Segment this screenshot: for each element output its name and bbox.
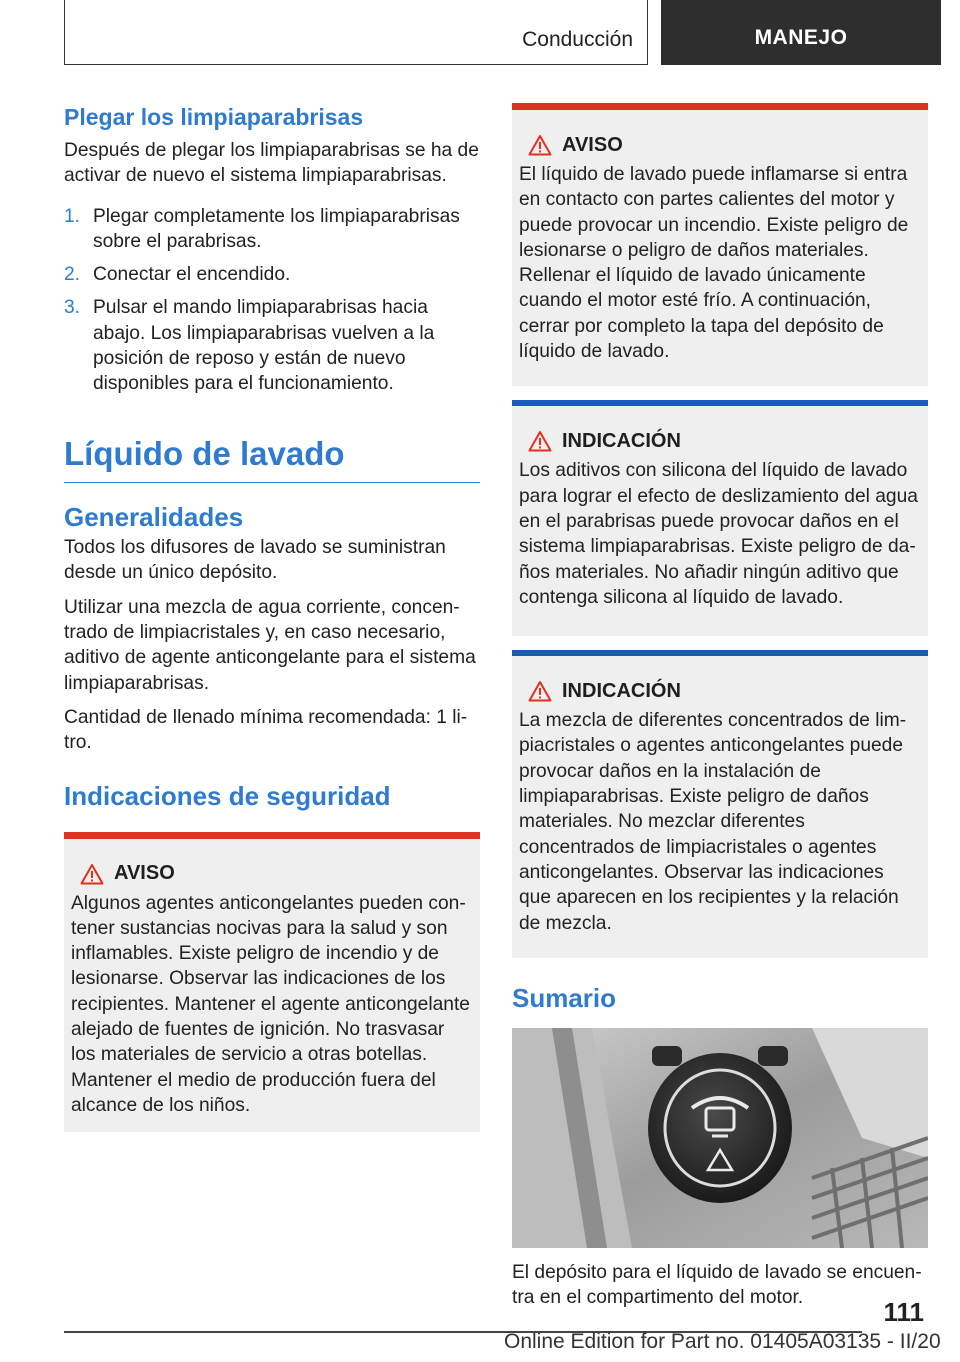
step-text: Conectar el encendido. bbox=[93, 264, 291, 286]
washer-reservoir-photo bbox=[512, 1028, 928, 1248]
right-column bbox=[512, 103, 928, 1310]
warning-box bbox=[64, 832, 480, 1133]
list-item bbox=[64, 295, 480, 396]
note-box bbox=[512, 650, 928, 958]
warning-bar bbox=[512, 103, 928, 110]
caution-triangle-icon bbox=[519, 678, 559, 704]
step-number: 3. bbox=[64, 297, 81, 319]
warning-text: El líquido de lavado puede inflamarse si entra en contacto con partes calientes del motor y puede provocar un incendio. Existe peligro de lesionarse o peligro de daños materiales. Rellenar el líquido de lavado únicamente cuando el motor esté frío. A continuación, cerrar por completo la tapa del depósito de líquido de lavado. bbox=[519, 164, 909, 363]
header-chapter-label: MANEJO bbox=[754, 25, 848, 49]
general-paragraph: Cantidad de llenado mínima recomendada: 1 litro. bbox=[64, 706, 468, 754]
section-title: Líquido de lavado bbox=[64, 434, 345, 472]
general-paragraph: Todos los difusores de lavado se suministran desde un único depósito. bbox=[64, 537, 446, 584]
fold-wipers-heading: Plegar los limpiaparabrisas bbox=[64, 104, 364, 130]
header-section-title: Conducción bbox=[522, 28, 633, 51]
warning-triangle-icon bbox=[519, 132, 559, 158]
step-text: Pulsar el mando limpiaparabrisas hacia abajo. Los limpiaparabrisas vuelven a la posición de reposo y están de nuevo disponibles para el funcionamiento. bbox=[93, 297, 435, 395]
step-number: 2. bbox=[64, 264, 81, 286]
photo-caption: El depósito para el líquido de lavado se encuentra en el compartimento del motor. bbox=[512, 1261, 922, 1309]
footer-edition: Online Edition for Part no. 01405A03135 - II/20 bbox=[504, 1330, 941, 1353]
left-column bbox=[64, 100, 480, 1132]
warning-title: AVISO bbox=[114, 862, 175, 885]
step-number: 1. bbox=[64, 205, 81, 227]
safety-heading: Indicaciones de seguridad bbox=[64, 780, 391, 811]
note-text: Los aditivos con silicona del líquido de lavado para lograr el efecto de deslizamiento del agua en el parabrisas puede provocar daños en el sistema limpiaparabrisas. Existe peligro de daños materiales. No añadir ningún aditivo que contenga silicona al líquido de lavado. bbox=[519, 460, 918, 608]
fold-steps-list bbox=[64, 204, 480, 397]
fold-wipers-intro: Después de plegar los limpiaparabrisas se ha de activar de nuevo el sistema limpiaparabrisas. bbox=[64, 140, 479, 187]
warning-text: Algunos agentes anticongelantes pueden contener sustancias nocivas para la salud y son inflamables. Existe peligro de incendio y de lesionarse. Observar las indicaciones de los recipientes. Mantener el agente anticongelante alejado de fuentes de ignición. No trasvasar los materiales de servicio a otras botellas. Mantener el medio de producción fuera del alcance de los niños. bbox=[71, 892, 470, 1116]
general-paragraph: Utilizar una mezcla de agua corriente, concentrado de limpiacristales y, en caso necesario, aditivo de agente anticongelante para el sistema limpiaparabrisas. bbox=[64, 596, 476, 694]
warning-bar bbox=[64, 832, 480, 839]
header-chapter-tab bbox=[661, 0, 941, 65]
page-number: 111 bbox=[883, 1297, 924, 1327]
warning-box bbox=[512, 103, 928, 386]
section-divider bbox=[64, 482, 480, 484]
header-section-frame bbox=[64, 0, 648, 65]
note-box bbox=[512, 400, 928, 636]
summary-heading: Sumario bbox=[512, 982, 617, 1013]
caution-triangle-icon bbox=[519, 428, 559, 454]
warning-title: AVISO bbox=[562, 133, 623, 156]
note-text: La mezcla de diferentes concentrados de limpiacristales o agentes anticongelantes puede provocar daños en la instalación de limpiaparabrisas. Existe peligro de daños materiales. No mezclar diferentes concentrados de limpiacristales o agentes anticongelantes. Observar las indicaciones que aparecen en los recipientes y la relación de mezcla. bbox=[519, 710, 907, 934]
note-title: INDICACIÓN bbox=[562, 679, 681, 702]
general-heading: Generalidades bbox=[64, 502, 244, 533]
list-item bbox=[64, 262, 480, 287]
warning-triangle-icon bbox=[71, 861, 111, 887]
list-item bbox=[64, 204, 480, 255]
step-text: Plegar completamente los limpiaparabrisas sobre el parabrisas. bbox=[93, 205, 460, 252]
note-title: INDICACIÓN bbox=[562, 429, 681, 452]
